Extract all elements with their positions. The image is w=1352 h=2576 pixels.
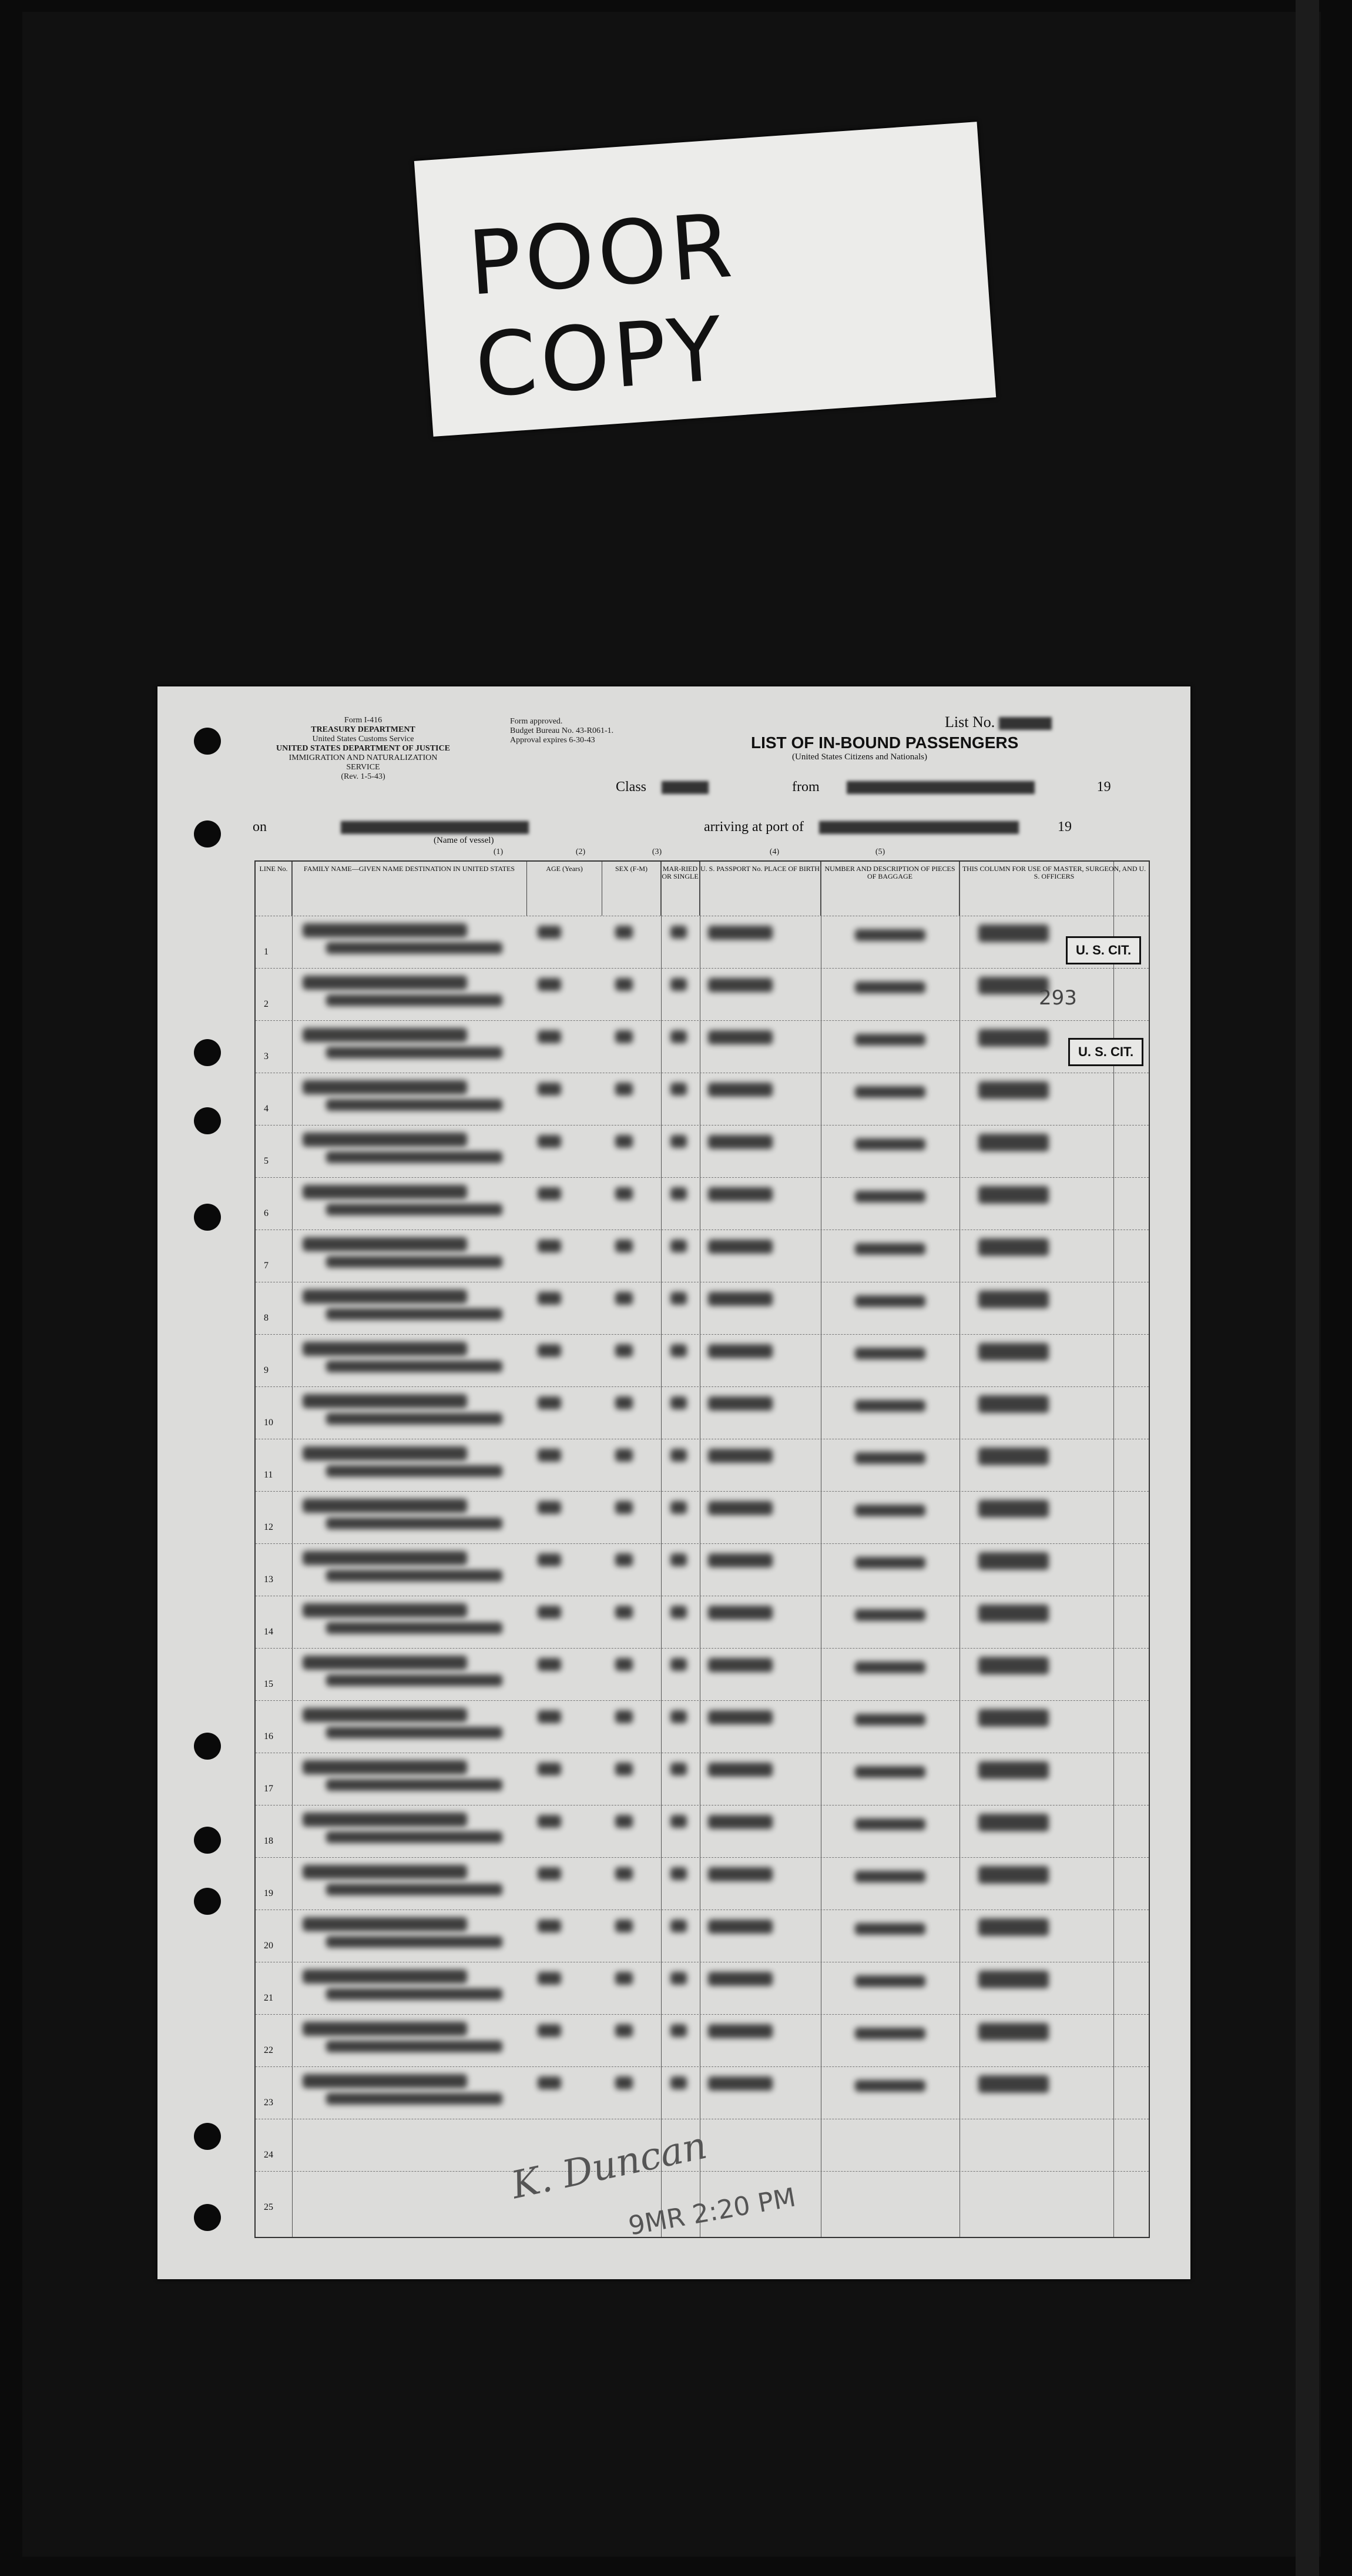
illegible-entry xyxy=(326,1570,502,1582)
table-row xyxy=(256,1282,1149,1335)
illegible-entry xyxy=(708,1606,773,1620)
illegible-entry xyxy=(538,1710,561,1723)
row-number: 9 xyxy=(264,1365,269,1375)
row-number: 11 xyxy=(264,1470,273,1480)
illegible-entry xyxy=(538,1292,561,1305)
film-edge xyxy=(1296,0,1319,2576)
col-officers: THIS COLUMN FOR USE OF MASTER, SURGEON, AND U. S. OFFICERS xyxy=(962,865,1146,880)
illegible-entry xyxy=(670,1030,687,1043)
illegible-entry xyxy=(303,1865,467,1879)
passenger-table xyxy=(254,860,1150,2238)
illegible-entry xyxy=(978,1291,1049,1308)
illegible-entry xyxy=(615,1292,633,1305)
illegible-entry xyxy=(708,1292,773,1306)
illegible-entry xyxy=(326,994,502,1006)
illegible-entry xyxy=(855,1086,925,1098)
illegible-entry xyxy=(670,1553,687,1566)
illegible-entry xyxy=(670,978,687,991)
col-sex: SEX (F-M) xyxy=(602,862,661,916)
poor-copy-slip xyxy=(414,122,996,437)
illegible-entry xyxy=(670,1920,687,1932)
illegible-entry xyxy=(670,1501,687,1514)
illegible-entry xyxy=(670,1972,687,1985)
row-number: 1 xyxy=(264,947,269,957)
illegible-entry xyxy=(538,1240,561,1252)
illegible-entry xyxy=(303,1656,467,1670)
illegible-entry xyxy=(615,1815,633,1828)
illegible-entry xyxy=(978,1866,1049,1884)
illegible-entry xyxy=(670,1292,687,1305)
illegible-entry xyxy=(615,1344,633,1357)
illegible-entry xyxy=(326,1413,502,1425)
illegible-entry xyxy=(855,929,925,941)
class-field: Class xyxy=(616,779,709,795)
punch-hole xyxy=(194,728,221,755)
port-field: arriving at port of 19 xyxy=(704,819,1072,835)
illegible-entry xyxy=(670,2076,687,2089)
illegible-entry xyxy=(326,1204,502,1215)
illegible-entry xyxy=(326,1674,502,1686)
row-number: 24 xyxy=(264,2150,273,2160)
illegible-entry xyxy=(538,1606,561,1619)
illegible-entry xyxy=(326,1988,502,2000)
row-number: 21 xyxy=(264,1993,273,2003)
illegible-entry xyxy=(326,1361,502,1372)
illegible-entry xyxy=(855,1609,925,1621)
illegible-entry xyxy=(615,1763,633,1776)
us-cit-stamp: U. S. CIT. xyxy=(1066,936,1141,964)
illegible-entry xyxy=(615,1658,633,1671)
row-number: 16 xyxy=(264,1731,273,1741)
illegible-entry xyxy=(670,1815,687,1828)
illegible-entry xyxy=(708,1083,773,1097)
illegible-entry xyxy=(708,1240,773,1254)
punch-hole xyxy=(194,1827,221,1854)
table-row xyxy=(256,1020,1149,1073)
illegible-entry xyxy=(303,2074,467,2088)
illegible-entry xyxy=(978,1552,1049,1570)
illegible-entry xyxy=(615,2076,633,2089)
table-row xyxy=(256,1648,1149,1701)
illegible-entry xyxy=(978,1761,1049,1779)
illegible-entry xyxy=(615,1710,633,1723)
illegible-entry xyxy=(615,2024,633,2037)
illegible-entry xyxy=(538,2024,561,2037)
illegible-entry xyxy=(538,1344,561,1357)
punch-hole xyxy=(194,2204,221,2231)
list-subtitle: (United States Citizens and Nationals) xyxy=(792,752,927,762)
illegible-entry xyxy=(615,1187,633,1200)
table-row xyxy=(256,2066,1149,2119)
col-baggage: NUMBER AND DESCRIPTION OF PIECES OF BAGGAGE xyxy=(821,862,960,916)
column-number: (3) xyxy=(652,847,662,856)
table-row xyxy=(256,1073,1149,1125)
budget-bureau: Budget Bureau No. 43-R061-1. xyxy=(510,726,614,735)
illegible-entry xyxy=(615,1867,633,1880)
table-row xyxy=(256,1857,1149,1910)
illegible-entry xyxy=(670,1187,687,1200)
illegible-entry xyxy=(303,1237,467,1251)
table-row xyxy=(256,1177,1149,1230)
illegible-entry xyxy=(303,2022,467,2036)
illegible-entry xyxy=(326,1622,502,1634)
illegible-entry xyxy=(670,1763,687,1776)
illegible-entry xyxy=(708,1344,773,1358)
punch-hole xyxy=(194,2123,221,2150)
from-field: from 19 xyxy=(792,779,1111,795)
table-row xyxy=(256,1910,1149,1962)
illegible-entry xyxy=(670,1083,687,1096)
approval-expires: Approval expires 6-30-43 xyxy=(510,736,595,745)
illegible-entry xyxy=(978,1709,1049,1727)
illegible-entry xyxy=(708,1763,773,1777)
table-row xyxy=(256,1700,1149,1753)
illegible-entry xyxy=(978,2023,1049,2041)
illegible-entry xyxy=(615,978,633,991)
column-number: (4) xyxy=(769,847,780,856)
illegible-entry xyxy=(670,1396,687,1409)
signature: K. Duncan xyxy=(507,2123,711,2208)
illegible-entry xyxy=(303,976,467,990)
illegible-entry xyxy=(615,1135,633,1148)
illegible-entry xyxy=(326,1308,502,1320)
illegible-entry xyxy=(303,1551,467,1565)
illegible-entry xyxy=(978,924,1049,942)
illegible-entry xyxy=(615,1606,633,1619)
illegible-entry xyxy=(303,1289,467,1304)
table-row xyxy=(256,1491,1149,1544)
illegible-entry xyxy=(855,2080,925,2092)
vessel-field: on xyxy=(253,819,529,835)
form-header-left xyxy=(275,716,451,782)
table-row xyxy=(256,1596,1149,1649)
illegible-entry xyxy=(670,1449,687,1462)
illegible-entry xyxy=(326,2093,502,2105)
us-cit-stamp: U. S. CIT. xyxy=(1068,1038,1143,1066)
illegible-entry xyxy=(978,1134,1049,1151)
illegible-entry xyxy=(538,1083,561,1096)
illegible-entry xyxy=(538,1972,561,1985)
table-row xyxy=(256,968,1149,1021)
illegible-entry xyxy=(538,1815,561,1828)
illegible-entry xyxy=(708,1396,773,1411)
illegible-entry xyxy=(855,1191,925,1202)
illegible-entry xyxy=(326,1936,502,1948)
illegible-entry xyxy=(303,1969,467,1984)
row-number: 15 xyxy=(264,1679,273,1689)
illegible-entry xyxy=(538,2076,561,2089)
illegible-entry xyxy=(855,1452,925,1464)
illegible-entry xyxy=(615,1501,633,1514)
illegible-entry xyxy=(978,2075,1049,2093)
illegible-entry xyxy=(670,1867,687,1880)
punch-hole xyxy=(194,820,221,847)
illegible-entry xyxy=(670,2024,687,2037)
illegible-entry xyxy=(615,1553,633,1566)
illegible-entry xyxy=(538,1763,561,1776)
illegible-entry xyxy=(708,1815,773,1829)
vessel-name xyxy=(341,821,529,834)
illegible-entry xyxy=(708,978,773,992)
illegible-entry xyxy=(303,923,467,937)
row-number: 17 xyxy=(264,1784,273,1794)
illegible-entry xyxy=(303,1603,467,1617)
illegible-entry xyxy=(708,1553,773,1567)
table-row xyxy=(256,1962,1149,2015)
punch-hole xyxy=(194,1107,221,1134)
column-number: (1) xyxy=(493,847,504,856)
illegible-entry xyxy=(326,1099,502,1111)
table-row xyxy=(256,1805,1149,1858)
row-number: 18 xyxy=(264,1836,273,1846)
illegible-entry xyxy=(855,1871,925,1882)
illegible-entry xyxy=(538,1920,561,1932)
illegible-entry xyxy=(538,978,561,991)
punch-hole xyxy=(194,1039,221,1066)
illegible-entry xyxy=(708,2076,773,2091)
illegible-entry xyxy=(303,1028,467,1042)
punch-hole xyxy=(194,1888,221,1915)
row-number: 25 xyxy=(264,2202,273,2212)
col-age: AGE (Years) xyxy=(527,862,602,916)
illegible-entry xyxy=(708,1710,773,1724)
illegible-entry xyxy=(708,1920,773,1934)
row-number: 2 xyxy=(264,999,269,1009)
illegible-entry xyxy=(538,1187,561,1200)
illegible-entry xyxy=(326,2041,502,2052)
form-approved: Form approved. xyxy=(510,717,563,726)
illegible-entry xyxy=(326,1518,502,1529)
illegible-entry xyxy=(708,926,773,940)
row-number: 23 xyxy=(264,2098,273,2108)
illegible-entry xyxy=(303,1813,467,1827)
table-row xyxy=(256,1230,1149,1282)
illegible-entry xyxy=(855,1243,925,1255)
illegible-entry xyxy=(978,1448,1049,1465)
illegible-entry xyxy=(708,1972,773,1986)
illegible-entry xyxy=(615,1396,633,1409)
illegible-entry xyxy=(855,1975,925,1987)
illegible-entry xyxy=(978,1500,1049,1518)
illegible-entry xyxy=(978,1971,1049,1988)
col-married: MAR-RIED OR SINGLE xyxy=(661,862,700,916)
illegible-entry xyxy=(538,1658,561,1671)
col-name: FAMILY NAME—GIVEN NAME DESTINATION IN UNITED STATES xyxy=(292,862,527,916)
illegible-entry xyxy=(326,942,502,954)
row-number: 10 xyxy=(264,1418,273,1428)
row-number: 3 xyxy=(264,1051,269,1061)
illegible-entry xyxy=(855,1138,925,1150)
illegible-entry xyxy=(855,1295,925,1307)
illegible-entry xyxy=(855,1505,925,1516)
illegible-entry xyxy=(538,1867,561,1880)
illegible-entry xyxy=(978,1186,1049,1204)
illegible-entry xyxy=(978,1604,1049,1622)
illegible-entry xyxy=(855,982,925,993)
illegible-entry xyxy=(538,1396,561,1409)
illegible-entry xyxy=(978,1395,1049,1413)
illegible-entry xyxy=(615,1972,633,1985)
table-row xyxy=(256,1125,1149,1178)
illegible-entry xyxy=(538,926,561,939)
illegible-entry xyxy=(303,1394,467,1408)
illegible-entry xyxy=(326,1256,502,1268)
table-row xyxy=(256,916,1149,969)
illegible-entry xyxy=(670,1658,687,1671)
illegible-entry xyxy=(303,1446,467,1460)
row-number: 12 xyxy=(264,1522,273,1532)
illegible-entry xyxy=(538,1030,561,1043)
illegible-entry xyxy=(670,1344,687,1357)
illegible-entry xyxy=(326,1779,502,1791)
manifest-sheet xyxy=(157,686,1190,2279)
list-number-value xyxy=(999,717,1052,730)
column-number: (5) xyxy=(875,847,885,856)
illegible-entry xyxy=(855,1557,925,1569)
illegible-entry xyxy=(670,1606,687,1619)
table-row xyxy=(256,1386,1149,1439)
illegible-entry xyxy=(708,1030,773,1044)
row-number: 7 xyxy=(264,1261,269,1271)
row-number: 22 xyxy=(264,2045,273,2055)
illegible-entry xyxy=(615,1240,633,1252)
illegible-entry xyxy=(326,1047,502,1058)
table-row xyxy=(256,1334,1149,1387)
illegible-entry xyxy=(326,1884,502,1895)
illegible-entry xyxy=(708,1449,773,1463)
illegible-entry xyxy=(670,1240,687,1252)
handwritten-number: 293 xyxy=(1039,986,1077,1010)
illegible-entry xyxy=(670,926,687,939)
illegible-entry xyxy=(978,1029,1049,1047)
illegible-entry xyxy=(538,1553,561,1566)
illegible-entry xyxy=(978,1657,1049,1674)
row-number: 19 xyxy=(264,1888,273,1898)
illegible-entry xyxy=(615,1449,633,1462)
illegible-entry xyxy=(538,1135,561,1148)
table-row xyxy=(256,2014,1149,2067)
row-number: 20 xyxy=(264,1941,273,1951)
illegible-entry xyxy=(326,1151,502,1163)
illegible-entry xyxy=(615,1920,633,1932)
vessel-caption: (Name of vessel) xyxy=(434,836,494,845)
illegible-entry xyxy=(855,1661,925,1673)
illegible-entry xyxy=(708,1135,773,1149)
illegible-entry xyxy=(303,1917,467,1931)
illegible-entry xyxy=(538,1501,561,1514)
illegible-entry xyxy=(855,1923,925,1935)
row-number: 5 xyxy=(264,1156,269,1166)
illegible-entry xyxy=(303,1708,467,1722)
illegible-entry xyxy=(538,1449,561,1462)
illegible-entry xyxy=(978,1238,1049,1256)
punch-hole xyxy=(194,1204,221,1231)
form-number: Form I-416 xyxy=(344,716,383,725)
punch-hole xyxy=(194,1733,221,1760)
illegible-entry xyxy=(978,1343,1049,1361)
illegible-entry xyxy=(855,1348,925,1359)
illegible-entry xyxy=(326,1727,502,1738)
illegible-entry xyxy=(855,1034,925,1046)
illegible-entry xyxy=(855,2028,925,2039)
illegible-entry xyxy=(670,1135,687,1148)
illegible-entry xyxy=(615,1083,633,1096)
illegible-entry xyxy=(978,1918,1049,1936)
table-row xyxy=(256,1439,1149,1492)
form-rev: (Rev. 1-5-43) xyxy=(341,772,385,781)
ins-name: IMMIGRATION AND NATURALIZATION SERVICE xyxy=(288,753,438,772)
illegible-entry xyxy=(303,1080,467,1094)
list-number: List No. xyxy=(945,713,1052,731)
illegible-entry xyxy=(978,977,1049,994)
illegible-entry xyxy=(326,1465,502,1477)
poor-copy-text: POOR COPY xyxy=(465,195,739,418)
illegible-entry xyxy=(708,1867,773,1881)
illegible-entry xyxy=(303,1133,467,1147)
illegible-entry xyxy=(855,1714,925,1726)
dept-name: TREASURY DEPARTMENT xyxy=(311,725,415,734)
illegible-entry xyxy=(303,1185,467,1199)
row-number: 14 xyxy=(264,1627,273,1637)
illegible-entry xyxy=(855,1400,925,1412)
column-number: (2) xyxy=(575,847,586,856)
illegible-entry xyxy=(708,2024,773,2038)
doj-name: UNITED STATES DEPARTMENT OF JUSTICE xyxy=(276,744,450,753)
illegible-entry xyxy=(855,1766,925,1778)
illegible-entry xyxy=(670,1710,687,1723)
illegible-entry xyxy=(303,1342,467,1356)
form-approval xyxy=(510,717,663,745)
illegible-entry xyxy=(978,1814,1049,1831)
service-name: United States Customs Service xyxy=(312,735,414,743)
col-passport: U. S. PASSPORT No. PLACE OF BIRTH xyxy=(700,862,821,916)
row-number: 4 xyxy=(264,1104,269,1114)
illegible-entry xyxy=(708,1187,773,1201)
list-title: LIST OF IN-BOUND PASSENGERS xyxy=(751,733,1019,752)
illegible-entry xyxy=(326,1831,502,1843)
table-row xyxy=(256,1543,1149,1596)
illegible-entry xyxy=(615,926,633,939)
illegible-entry xyxy=(708,1658,773,1672)
row-number: 13 xyxy=(264,1575,273,1585)
handwritten-note: 9MR 2:20 PM xyxy=(626,2182,799,2242)
illegible-entry xyxy=(708,1501,773,1515)
illegible-entry xyxy=(855,1818,925,1830)
row-number: 8 xyxy=(264,1313,269,1323)
illegible-entry xyxy=(303,1499,467,1513)
illegible-entry xyxy=(615,1030,633,1043)
row-number: 6 xyxy=(264,1208,269,1218)
illegible-entry xyxy=(303,1760,467,1774)
col-line: LINE No. xyxy=(256,862,292,916)
illegible-entry xyxy=(978,1081,1049,1099)
table-row xyxy=(256,1753,1149,1805)
